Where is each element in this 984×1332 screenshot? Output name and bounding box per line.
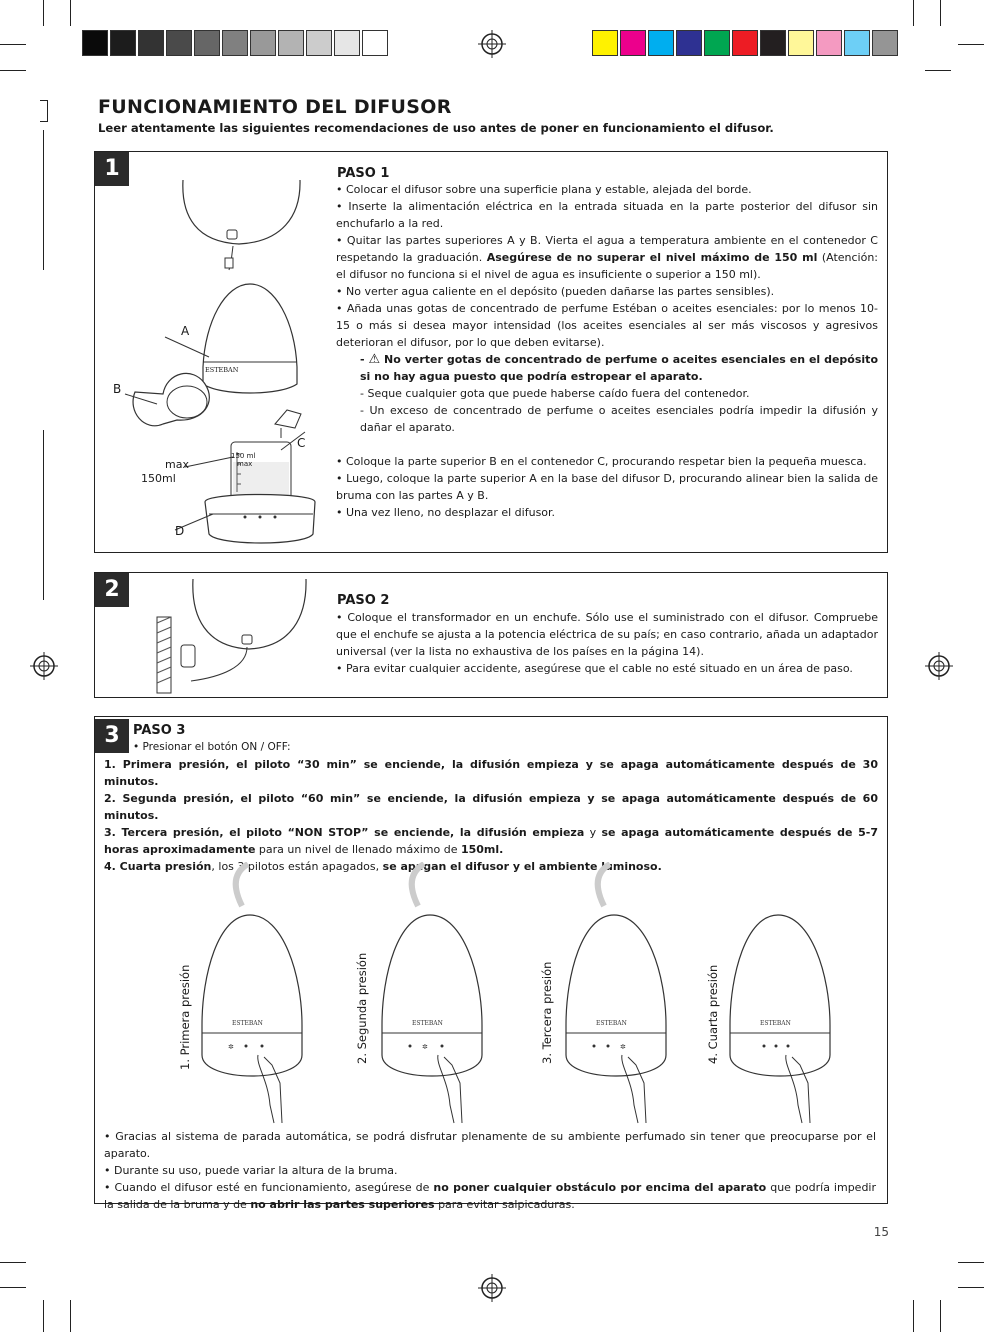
brand-label: ESTEBAN [205,366,239,374]
color-swatch [82,30,108,56]
warning-line: - ⚠ No verter gotas de concentrado de perfume o aceites esenciales en el depósito si no hay agua puesto que podría estropear el aparato. [360,352,878,383]
press-item: 4. Cuarta presión, los 3 pilotos están apagados, se apagan el difusor y el ambiente luminoso. [104,860,662,873]
crop-mark [70,1300,71,1332]
registration-target-icon [478,30,506,58]
crop-mark [940,0,941,26]
step2-text [336,609,878,677]
diffuser-assembly-illustration [105,162,330,547]
svg-text:✲: ✲ [228,1043,234,1051]
color-swatch [166,30,192,56]
step2-panel [94,572,888,698]
crop-mark [0,70,26,71]
step1-paragraph: • Inserte la alimentación eléctrica en la entrada situada en la parte posterior del difusor sin enchufarlo a la red. [336,200,878,230]
registration-target-icon [30,652,58,680]
crop-mark [0,1262,26,1263]
registration-target-icon [925,652,953,680]
crop-mark [43,130,44,270]
svg-text:✲: ✲ [620,1043,626,1051]
crop-mark [958,44,984,45]
press-item: 3. Tercera presión, el piloto “NON STOP” se enciende, la difusión empieza y se apaga automáticamente después de 5-7 horas aproximadamente para un nivel de llenado máximo de 150ml. [104,826,878,856]
scale-max-label: max [237,460,253,468]
crop-mark [43,0,44,26]
color-swatch [194,30,220,56]
color-swatch [222,30,248,56]
svg-text:ESTEBAN: ESTEBAN [232,1020,263,1027]
crop-mark [0,44,26,45]
diffuser-press-3-illustration [562,905,672,1125]
step-number-badge: 3 [95,719,129,753]
step3-intro: • Presionar el botón ON / OFF: [133,741,291,753]
crop-mark [0,1287,26,1288]
diffuser-press-2-illustration [378,905,488,1125]
step-number-badge: 2 [95,573,129,607]
color-swatch [138,30,164,56]
color-swatch [844,30,870,56]
step3-notes [104,1128,876,1213]
part-c-label: C [297,436,306,450]
crop-mark [43,430,44,600]
step1-text [336,181,878,521]
step-number-badge: 1 [95,152,129,186]
mist-icon [228,862,258,908]
part-b-label: B [113,382,122,396]
step1-heading: PASO 1 [337,166,390,181]
color-swatch [732,30,758,56]
mist-icon [404,862,434,908]
step1-paragraph: • Luego, coloque la parte superior A en la base del difusor D, procurando alinear bien la salida de bruma con las partes A y B. [336,472,878,502]
svg-text:✲: ✲ [422,1043,428,1051]
part-d-label: D [175,524,185,538]
press-label-4: 4. Cuarta presión [706,964,720,1064]
plug-in-illustration [151,577,331,695]
color-swatch [110,30,136,56]
svg-text:ESTEBAN: ESTEBAN [412,1020,443,1027]
step2-paragraph: • Para evitar cualquier accidente, asegúrese que el cable no esté situado en un área de paso. [336,662,853,675]
color-swatch [250,30,276,56]
color-swatch [676,30,702,56]
color-swatch [620,30,646,56]
color-swatch [872,30,898,56]
crop-mark [940,1300,941,1332]
scale-label: 150 ml [231,452,256,460]
svg-text:ESTEBAN: ESTEBAN [596,1020,627,1027]
color-swatch [816,30,842,56]
diffuser-press-4-illustration [726,905,836,1125]
color-swatch [648,30,674,56]
crop-mark [43,1300,44,1332]
warning-triangle-icon: ⚠ [368,352,381,367]
step1-paragraph: • Coloque la parte superior B en el contenedor C, procurando respetar bien la pequeña muesca. [336,455,867,468]
crop-mark [70,0,71,26]
mist-icon [590,862,620,908]
color-swatch [306,30,332,56]
crop-mark [913,1300,914,1332]
press-label-3: 3. Tercera presión [540,961,554,1064]
side-bracket-mark [40,100,48,122]
step1-paragraph: • Añada unas gotas de concentrado de perfume Estéban o aceites esenciales: por lo menos 10-15 o más si desea mayor intensidad (los aceites esenciales al ser más viscosos y agresivos deterioran el difusor, por lo que deben evitarse). [336,302,878,349]
press-item: 1. Primera presión, el piloto “30 min” se enciende, la difusión empieza y se apaga automáticamente después de 30 minutos. [104,758,878,788]
press-item: 2. Segunda presión, el piloto “60 min” se enciende, la difusión empieza y se apaga automáticamente después de 60 minutos. [104,792,878,822]
step3-heading: PASO 3 [133,723,186,738]
crop-mark [958,1287,984,1288]
page-title: FUNCIONAMIENTO DEL DIFUSOR [98,96,452,118]
color-swatch [362,30,388,56]
color-swatch [278,30,304,56]
step1-panel [94,151,888,553]
step2-heading: PASO 2 [337,593,390,608]
warning-line: - Seque cualquier gota que puede haberse caído fuera del contenedor. [360,387,750,400]
press-label-2: 2. Segunda presión [355,952,369,1064]
note-paragraph: • Gracias al sistema de parada automática, se podrá disfrutar plenamente de su ambiente perfumado sin tener que preocuparse por el aparato. [104,1130,876,1160]
color-swatch [592,30,618,56]
note-paragraph: • Cuando el difusor esté en funcionamiento, asegúrese de no poner cualquier obstáculo por encima del aparato que podría impedir la salida de la bruma y de no abrir las partes superiores para evitar salpicaduras. [104,1181,876,1211]
crop-mark [958,1262,984,1263]
color-swatch [788,30,814,56]
step1-paragraph: • No verter agua caliente en el depósito (pueden dañarse las partes sensibles). [336,285,775,298]
note-paragraph: • Durante su uso, puede variar la altura de la bruma. [104,1164,398,1177]
step2-paragraph: • Coloque el transformador en un enchufe. Sólo use el suministrado con el difusor. Compruebe que el enchufe se ajusta a la potencia eléctrica de su país; en caso contrario, añada un adaptador universal (ver la lista no exhaustiva de los países en la página 14). [336,611,878,658]
step1-paragraph: • Quitar las partes superiores A y B. Vierta el agua a temperatura ambiente en el contenedor C respetando la graduación. Asegúrese de no superar el nivel máximo de 150 ml (Atención: el difusor no funciona si el nivel de agua es insuficiente o superior a 150 ml). [336,234,879,281]
warning-line: - Un exceso de concentrado de perfume o aceites esenciales podría impedir la difusión y dañar el aparato. [360,404,878,434]
page-subtitle: Leer atentamente las siguientes recomendaciones de uso antes de poner en funcionamiento el difusor. [98,121,774,135]
color-swatch [760,30,786,56]
press-label-1: 1. Primera presión [178,964,192,1070]
max-label: max [165,458,189,471]
crop-mark [925,70,951,71]
color-swatch [704,30,730,56]
crop-mark [913,0,914,26]
diffuser-press-1-illustration [198,905,308,1125]
step1-paragraph: • Una vez lleno, no desplazar el difusor. [336,506,556,519]
registration-target-icon [478,1274,506,1302]
svg-text:ESTEBAN: ESTEBAN [760,1020,791,1027]
part-a-label: A [181,324,190,338]
step1-paragraph: • Colocar el difusor sobre una superficie plana y estable, alejada del borde. [336,183,752,196]
color-swatch [334,30,360,56]
step3-press-list [104,756,878,875]
page-number: 15 [873,1225,889,1239]
capacity-label: 150ml [141,472,176,485]
